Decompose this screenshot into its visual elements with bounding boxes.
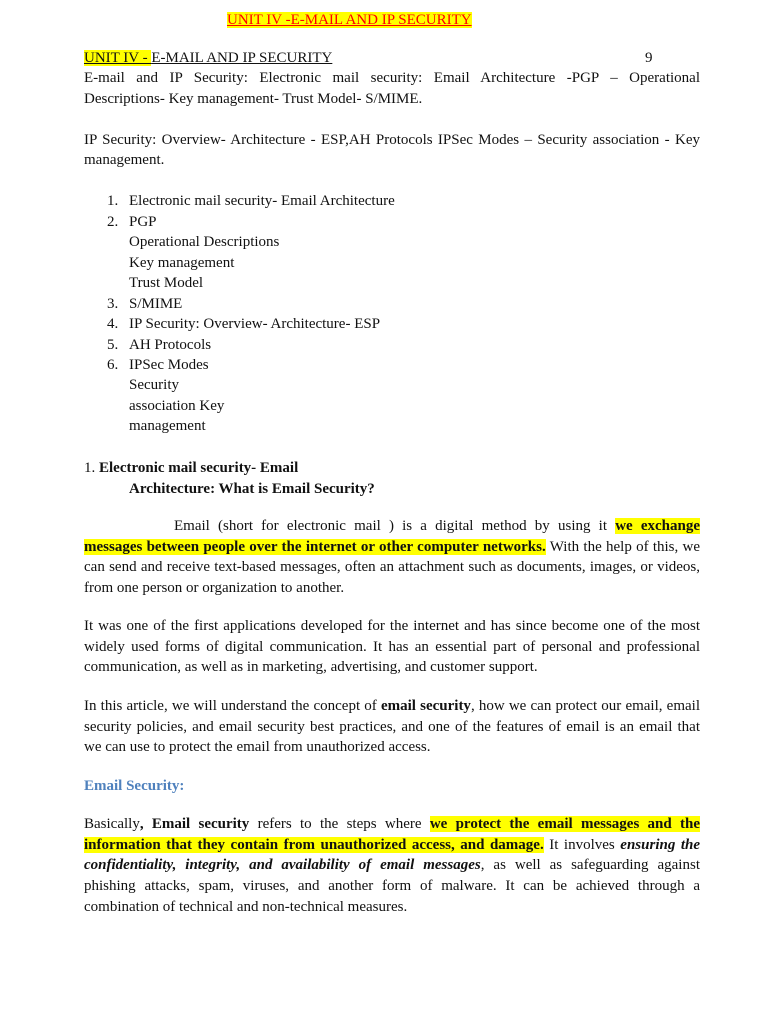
unit-heading-rest: E-MAIL AND IP SECURITY xyxy=(151,50,333,66)
para4-line-1 xyxy=(84,814,700,835)
list-item-number: 5. xyxy=(107,337,119,353)
list-item: association Key xyxy=(129,398,225,414)
para1-text: Email (short for electronic mail ) is a digital method by using it xyxy=(174,518,607,534)
list-item: S/MIME xyxy=(129,296,183,312)
page-title-text: UNIT IV -E-MAIL AND IP SECURITY xyxy=(227,12,472,28)
para2-line-2: widely used forms of digital communication. It has an essential part of personal and professional xyxy=(84,639,700,655)
list-item: Electronic mail security- Email Architecture xyxy=(129,193,395,209)
email-security-heading: Email Security: xyxy=(84,778,185,794)
para4-text: It involves xyxy=(549,837,615,853)
para4-text: Basically xyxy=(84,816,140,832)
list-item-number: 3. xyxy=(107,296,119,312)
section-number: 1. xyxy=(84,460,96,476)
para3-text: , how we can protect our email, email xyxy=(470,698,700,714)
section-heading xyxy=(84,458,298,479)
list-item: IPSec Modes xyxy=(129,357,209,373)
ip-intro-line-1: IP Security: Overview- Architecture - ESP,AH Protocols IPSec Modes – Security association - Key xyxy=(84,132,700,148)
unit-heading-prefix: UNIT IV - xyxy=(84,50,152,66)
section-title-line-1: Electronic mail security- Email xyxy=(99,460,299,476)
para1-line-4: from one person or organization to another. xyxy=(84,580,345,596)
list-item: IP Security: Overview- Architecture- ESP xyxy=(129,316,381,332)
intro-line-1: E-mail and IP Security: Electronic mail security: Email Architecture -PGP – Operational xyxy=(84,70,700,86)
list-item-number: 6. xyxy=(107,357,119,373)
list-item: Operational Descriptions xyxy=(129,234,280,250)
para1-highlight: we exchange xyxy=(615,518,701,534)
para4-line-4: phishing attacks, spam, viruses, and another form of malware. It can be achieved through a xyxy=(84,878,700,894)
page-title xyxy=(227,10,472,30)
list-item-number: 4. xyxy=(107,316,119,332)
list-item: Key management xyxy=(129,255,235,271)
para4-text: , as well as safeguarding against xyxy=(480,857,700,873)
list-item-number: 2. xyxy=(107,214,119,230)
para4-text: refers to the steps where xyxy=(257,816,422,832)
para2-line-3: communication, as well as in marketing, advertising, and customer support. xyxy=(84,659,538,675)
para4-highlight: we protect the email messages and the xyxy=(429,816,701,832)
para4-line-5: combination of technical and non-technical measures. xyxy=(84,899,408,915)
para4-bold-italic: confidentiality, integrity, and availability of email messages xyxy=(84,857,481,873)
para2-line-1: It was one of the first applications developed for the internet and has since become one of the most xyxy=(84,618,700,634)
para4-bold: , Email security xyxy=(139,816,250,832)
list-item: PGP xyxy=(129,214,157,230)
para1-highlight: messages between people over the internet or other computer networks. xyxy=(84,539,546,555)
para4-line-2 xyxy=(84,835,700,856)
para1-line-3: can send and receive text-based messages, often an attachment such as documents, images, or videos, xyxy=(84,559,700,575)
list-item: AH Protocols xyxy=(129,337,212,353)
para4-bold-italic: ensuring the xyxy=(620,837,701,853)
para3-text: In this article, we will understand the concept of xyxy=(84,698,377,714)
para4-line-3 xyxy=(84,855,700,876)
section-title-line-2: Architecture: What is Email Security? xyxy=(129,481,375,497)
para1-line-1 xyxy=(174,516,700,537)
para1-line-2 xyxy=(84,537,700,558)
para3-line-3: we can use to protect the email from unauthorized access. xyxy=(84,739,431,755)
para1-text: With the help of this, we xyxy=(549,539,701,555)
intro-line-2: Descriptions- Key management- Trust Model- S/MIME. xyxy=(84,91,423,107)
list-item: Security xyxy=(129,377,179,393)
ip-intro-line-2: management. xyxy=(84,152,165,168)
para4-highlight: information that they contain from unauthorized access, and damage. xyxy=(84,837,544,853)
list-item: management xyxy=(129,418,206,434)
list-item-number: 1. xyxy=(107,193,119,209)
para3-line-1 xyxy=(84,696,700,717)
list-item: Trust Model xyxy=(129,275,204,291)
para3-line-2: security policies, and email security best practices, and one of the features of email is an email that xyxy=(84,719,700,735)
unit-heading xyxy=(84,48,332,68)
page-number: 9 xyxy=(645,50,653,66)
para3-bold: email security xyxy=(380,698,471,714)
